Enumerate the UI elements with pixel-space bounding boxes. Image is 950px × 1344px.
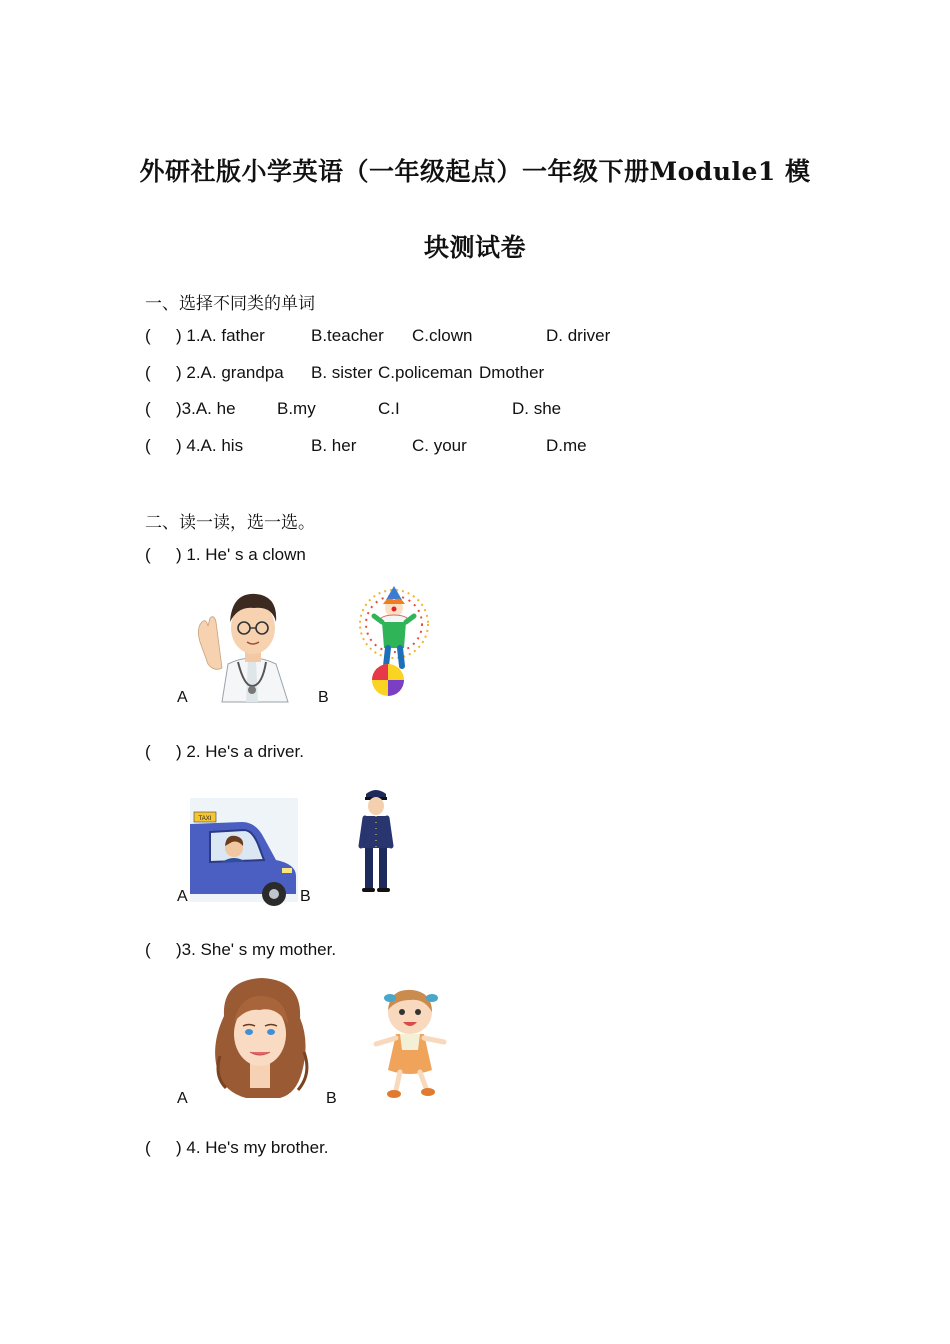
option-d: D. driver (546, 326, 611, 345)
question-stem: ) 1.A. father (176, 326, 265, 345)
option-b: B.my (277, 399, 316, 418)
doctor-image (192, 582, 314, 702)
option-c: C.policeman (378, 363, 473, 382)
answer-paren: ( (145, 326, 151, 345)
option-c: C. your (412, 436, 467, 455)
question-stem: )3.A. he (176, 399, 236, 418)
option-a-label: A (177, 888, 188, 905)
option-c: C.I (378, 399, 400, 418)
answer-paren: ( (145, 399, 151, 418)
answer-paren: ( (145, 363, 151, 382)
option-b: B. her (311, 436, 357, 455)
clown-image (348, 586, 434, 698)
answer-paren: ( (145, 742, 151, 761)
answer-paren: ( (145, 940, 151, 959)
section-2-heading: 二、读一读，选一选。 (145, 513, 315, 533)
answer-paren: ( (145, 545, 151, 564)
taxi-sign-text: TAXI (198, 816, 212, 822)
option-d: D.me (546, 436, 587, 455)
option-d: D. she (512, 399, 562, 418)
taxi-driver-image (190, 798, 298, 902)
question-stem: ) 4. He's my brother. (176, 1138, 329, 1157)
girl-image (370, 984, 450, 1102)
question-stem: )3. She' s my mother. (176, 940, 337, 959)
option-d: Dmother (479, 363, 545, 382)
option-b-label: B (318, 689, 329, 706)
section-1-heading: 一、选择不同类的单词 (145, 294, 315, 314)
answer-paren: ( (145, 1138, 151, 1157)
option-b-label: B (326, 1090, 337, 1107)
document-title-line-2: 块测试卷 (423, 233, 526, 262)
question-stem: ) 1. He' s a clown (176, 545, 306, 564)
option-c: C.clown (412, 326, 473, 345)
option-a-label: A (177, 1090, 188, 1107)
option-b: B.teacher (311, 326, 384, 345)
option-b: B. sister (311, 363, 373, 382)
option-a-label: A (177, 689, 188, 706)
question-stem: ) 4.A. his (176, 436, 244, 455)
answer-paren: ( (145, 436, 151, 455)
question-stem: ) 2. He's a driver. (176, 742, 304, 761)
question-stem: ) 2.A. grandpa (176, 363, 284, 382)
policeman-image (359, 784, 393, 896)
woman-image (206, 976, 316, 1104)
option-b-label: B (300, 888, 311, 905)
document-title-line-1: 外研社版小学英语（一年级起点）一年级下册Module1 模 (139, 157, 811, 186)
